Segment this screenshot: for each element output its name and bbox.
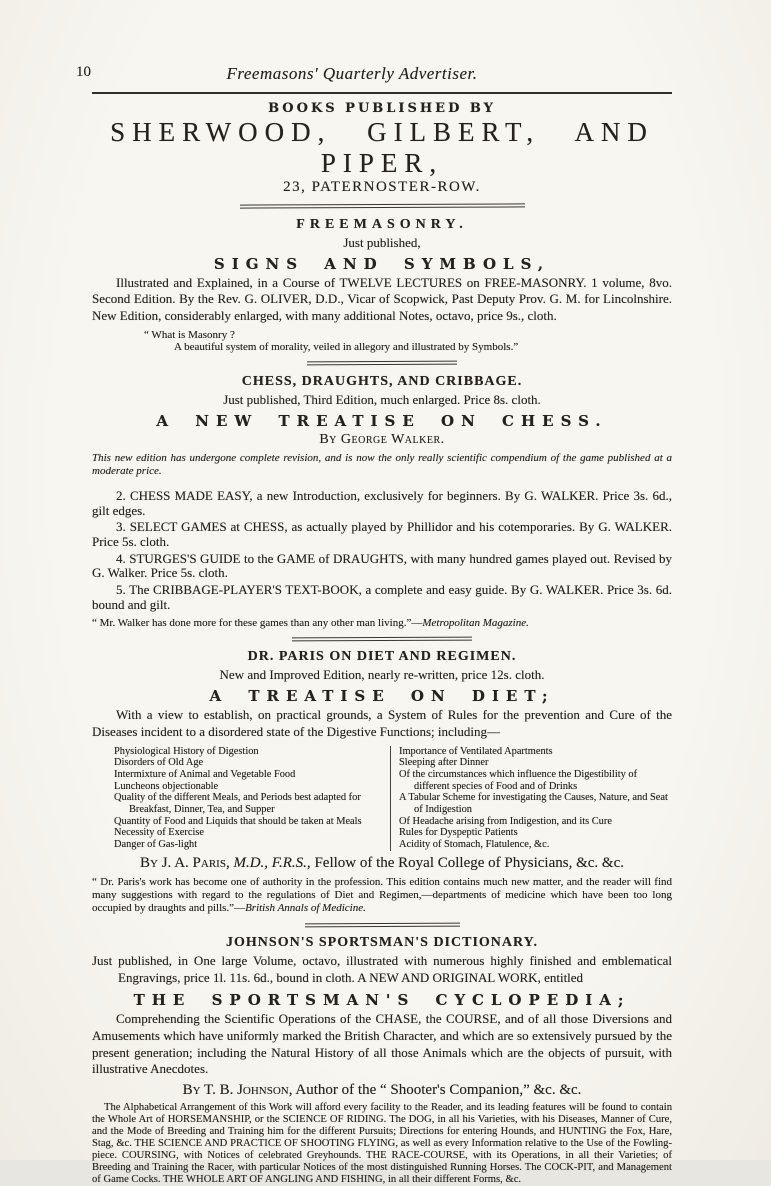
sportsman-section-title: JOHNSON'S SPORTSMAN'S DICTIONARY. bbox=[226, 935, 538, 950]
diet-contents-left bbox=[114, 746, 382, 851]
contents-item: Of the circumstances which influence the Digestibility of different species of Food and of Drinks bbox=[399, 769, 638, 792]
sportsman-description: Comprehending the Scientific Operations of the CHASE, the COURSE, and of all those Diversions and Amusements which have uniformly marked the British Character, and which are so extensively pursued by the present generation; including the Natural History of all those Animals which are the objects of pursuit, with illustrative Anecdotes. bbox=[92, 1010, 672, 1077]
johnson-byline-name: By T. B. Johnson, bbox=[182, 1082, 293, 1099]
section-divider bbox=[307, 361, 457, 365]
page-number: 10 bbox=[76, 64, 91, 80]
paris-byline bbox=[92, 855, 672, 872]
contents-item: Intermixture of Animal and Vegetable Food bbox=[114, 769, 296, 781]
cyclopedia-title: THE SPORTSMAN'S CYCLOPEDIA; bbox=[133, 990, 631, 1009]
walker-review-source: Metropolitan Magazine. bbox=[422, 616, 529, 629]
contents-item: Necessity of Exercise bbox=[114, 827, 205, 839]
chess-section-title: CHESS, DRAUGHTS, AND CRIBBAGE. bbox=[241, 373, 523, 389]
johnson-byline-rest: Author of the “ Shooter's Companion,” &c. &c. bbox=[292, 1082, 582, 1099]
contents-item: Physiological History of Digestion bbox=[114, 745, 259, 757]
new-treatise-title: A NEW TREATISE ON CHESS. bbox=[156, 411, 608, 430]
contents-item: Sleeping after Dinner bbox=[399, 757, 489, 769]
section-divider bbox=[239, 203, 524, 208]
diet-subtitle: New and Improved Edition, nearly re-written, price 12s. cloth. bbox=[219, 667, 545, 683]
publisher-name: SHERWOOD, GILBERT, AND PIPER, bbox=[110, 117, 654, 178]
chess-item: 5. The CRIBBAGE-PLAYER'S TEXT-BOOK, a complete and easy guide. By G. WALKER. Price 3s. 6d. bound and gilt. bbox=[92, 582, 672, 612]
sportsman-intro: Just published, in One large Volume, octavo, illustrated with numerous highly finished and emblematical Engravings, price 1l. 11s. 6d., bound in cloth. A NEW AND ORIGINAL WORK, entitled bbox=[92, 953, 672, 985]
masonry-quote-line2: A beautiful system of morality, veiled in allegory and illustrated by Symbols.” bbox=[174, 341, 519, 354]
treatise-note: This new edition has undergone complete revision, and is now the only really scientific compendium of the game published at a moderate price. bbox=[92, 451, 672, 477]
contents-item: Importance of Ventilated Apartments bbox=[399, 745, 553, 757]
diet-contents bbox=[114, 746, 672, 851]
freemasonry-description: Illustrated and Explained, in a Course of TWELVE LECTURES on FREE-MASONRY. 1 volume, 8vo. Second Edition. By the Rev. G. OLIVER, D.D., Vicar of Scopwick, Past Deputy Prov. G. M. for Lincolnshire. New Edition, considerably enlarged, with many additional Notes, octavo, price 9s., cloth. bbox=[92, 274, 672, 324]
walker-review bbox=[92, 617, 672, 629]
contents-item: Quantity of Food and Liquids that should be taken at Meals bbox=[114, 815, 362, 827]
chess-subtitle: Just published, Third Edition, much enlarged. Price 8s. cloth. bbox=[223, 391, 541, 407]
contents-item: Disorders of Old Age bbox=[114, 757, 204, 769]
paris-review bbox=[92, 876, 672, 915]
signs-and-symbols-title: SIGNS AND SYMBOLS, bbox=[213, 254, 551, 273]
contents-item: Rules for Dyspeptic Patients bbox=[399, 827, 518, 839]
freemasonry-title: FREEMASONRY. bbox=[296, 216, 468, 232]
section-divider bbox=[292, 636, 472, 640]
contents-item: Luncheons objectionable bbox=[114, 780, 219, 792]
masonry-quote-line1: “ What is Masonry ? bbox=[144, 329, 235, 342]
page-header bbox=[76, 64, 672, 94]
freemasonry-subtitle: Just published, bbox=[343, 234, 421, 250]
contents-item: Danger of Gas-light bbox=[114, 838, 198, 850]
paris-byline-rest: Fellow of the Royal College of Physicians, &c. &c. bbox=[310, 854, 624, 871]
diet-intro: With a view to establish, on practical grounds, a System of Rules for the prevention and Cure of the Diseases incident to a disordered state of the Digestive Functions; including— bbox=[92, 707, 672, 739]
paris-byline-degrees: M.D., F.R.S., bbox=[233, 854, 311, 871]
paris-byline-name: By J. A. Paris, bbox=[140, 854, 234, 871]
chess-item: 4. STURGES'S GUIDE to the GAME of DRAUGHTS, with many hundred games played out. Revised by G. Walker. Price 5s. cloth. bbox=[92, 550, 672, 581]
running-title: Freemasons' Quarterly Advertiser. bbox=[226, 64, 478, 83]
treatise-on-diet-title: A TREATISE ON DIET; bbox=[209, 687, 555, 706]
contents-item: Acidity of Stomach, Flatulence, &c. bbox=[399, 838, 550, 850]
contents-item: Quality of the different Meals, and Periods best adapted for Breakfast, Dinner, Tea, and Supper bbox=[114, 792, 361, 816]
contents-item: A Tabular Scheme for investigating the Causes, Nature, and Seat of Indigestion bbox=[399, 792, 668, 816]
paris-review-source: British Annals of Medicine. bbox=[245, 901, 366, 914]
paris-review-quote: “ Dr. Paris's work has become one of authority in the profession. This edition contains much new matter, and the reader will find many suggestions with regard to the regulations of Diet and Regimen,—departments of medicine which have been too long occupied by draughts and pills.”— bbox=[92, 875, 672, 914]
contents-item: Of Headache arising from Indigestion, and its Cure bbox=[399, 815, 612, 827]
johnson-byline bbox=[92, 1082, 672, 1099]
walker-review-quote: “ Mr. Walker has done more for these games than any other man living.”— bbox=[92, 616, 423, 629]
section-divider bbox=[304, 922, 459, 926]
diet-section-title: DR. PARIS ON DIET AND REGIMEN. bbox=[247, 649, 517, 665]
walker-byline: By George Walker. bbox=[319, 431, 445, 447]
sportsman-details: The Alphabetical Arrangement of this Work will afford every facility to the Reader, and its leading features will be found to contain the Whole Art of HORSEMANSHIP, or the SCIENCE OF RIDING. The DOG, in all his Varieties, with his Diseases, Manner of Cure, and the Mode of Breeding and Training him for the different Pursuits; Directions for entering Hounds, and HUNTING the Fox, Hare, Stag, &c. THE SCIENCE AND PRACTICE OF SHOOTING FLYING, as well as every Information relative to the Use of the Fowling-piece. COURSING, with Notices of celebrated Greyhounds. THE RACE-COURSE, with its Operations, in all their Varieties; of Breeding and Training the Racer, with particular Notices of the most distinguished Running Horses. The COCK-PIT, and Management of Game Cocks. THE WHOLE ART OF ANGLING AND FISHING, in all their different Forms, &c. bbox=[92, 1102, 672, 1186]
publisher-address: 23, PATERNOSTER-ROW. bbox=[283, 179, 481, 195]
diet-contents-right bbox=[390, 746, 669, 851]
chess-item: 2. CHESS MADE EASY, a new Introduction, exclusively for beginners. By G. WALKER. Price 3s. 6d., gilt edges. bbox=[92, 488, 672, 518]
books-published-by: BOOKS PUBLISHED BY bbox=[268, 101, 496, 116]
chess-item: 3. SELECT GAMES at CHESS, as actually played by Phillidor and his cotemporaries. By G. WALKER. Price 5s. cloth. bbox=[92, 519, 672, 550]
